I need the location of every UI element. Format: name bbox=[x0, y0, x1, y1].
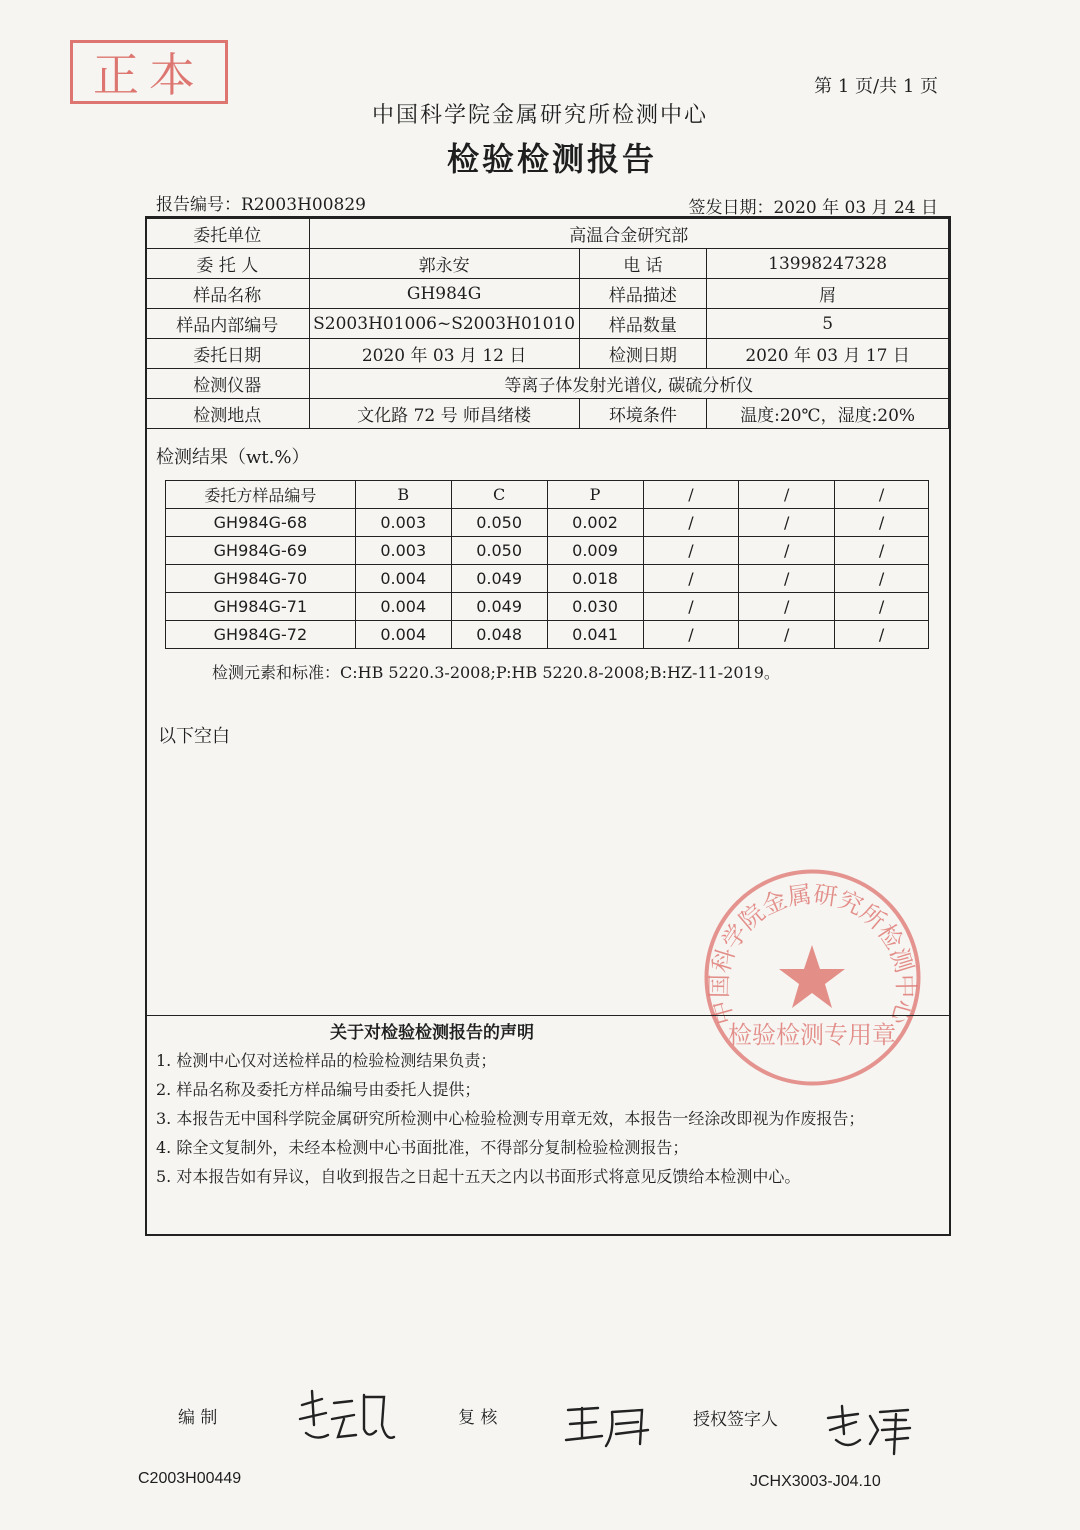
review-signature bbox=[562, 1398, 654, 1450]
env-value: 温度:20℃，湿度:20% bbox=[707, 399, 949, 429]
table-cell: GH984G-70 bbox=[166, 565, 356, 593]
table-cell: GH984G-71 bbox=[166, 593, 356, 621]
review-label: 复 核 bbox=[458, 1408, 498, 1428]
results-header-row bbox=[166, 481, 929, 509]
client-unit-label: 委托单位 bbox=[146, 219, 310, 249]
table-cell: / bbox=[739, 593, 835, 621]
table-cell: / bbox=[835, 621, 929, 649]
table-cell: 0.030 bbox=[547, 593, 643, 621]
sample-qty-label: 样品数量 bbox=[579, 309, 707, 339]
internal-no-value: S2003H01006~S2003H01010 bbox=[309, 309, 579, 339]
declaration-divider bbox=[147, 1015, 949, 1016]
instrument-label: 检测仪器 bbox=[146, 369, 310, 399]
table-cell: 0.048 bbox=[451, 621, 547, 649]
test-date-value: 2020 年 03 月 17 日 bbox=[707, 339, 949, 369]
client-label: 委 托 人 bbox=[146, 249, 310, 279]
report-number: 报告编号：R2003H00829 bbox=[156, 195, 366, 215]
page-indicator: 第 1 页/共 1 页 bbox=[814, 76, 938, 97]
table-cell: GH984G-69 bbox=[166, 537, 356, 565]
table-cell: / bbox=[643, 509, 739, 537]
client-value: 郭永安 bbox=[309, 249, 579, 279]
table-cell: 0.002 bbox=[547, 509, 643, 537]
results-header-cell: P bbox=[547, 481, 643, 509]
test-date-label: 检测日期 bbox=[579, 339, 707, 369]
list-item: 2. 样品名称及委托方样品编号由委托人提供； bbox=[156, 1080, 481, 1099]
table-cell: 0.049 bbox=[451, 593, 547, 621]
authorized-label: 授权签字人 bbox=[693, 1410, 778, 1430]
results-body bbox=[166, 509, 929, 649]
table-cell: / bbox=[739, 509, 835, 537]
table-cell: 0.018 bbox=[547, 565, 643, 593]
table-cell: 0.009 bbox=[547, 537, 643, 565]
table-cell: 0.049 bbox=[451, 565, 547, 593]
table-row bbox=[166, 593, 929, 621]
report-title: 检验检测报告 bbox=[446, 140, 657, 178]
results-header-cell: B bbox=[355, 481, 451, 509]
issue-date: 签发日期：2020 年 03 月 24 日 bbox=[688, 198, 938, 218]
table-cell: 0.003 bbox=[355, 509, 451, 537]
footer-left-code: C2003H00449 bbox=[138, 1470, 242, 1487]
table-row bbox=[166, 621, 929, 649]
blank-below-note: 以下空白 bbox=[158, 726, 230, 747]
footer-right-code: JCHX3003-J04.10 bbox=[750, 1473, 881, 1490]
entrust-date-value: 2020 年 03 月 12 日 bbox=[309, 339, 579, 369]
table-row bbox=[166, 537, 929, 565]
table-cell: / bbox=[643, 593, 739, 621]
results-header-cell: / bbox=[835, 481, 929, 509]
sample-name-label: 样品名称 bbox=[146, 279, 310, 309]
table-cell: GH984G-72 bbox=[166, 621, 356, 649]
authorized-signature bbox=[820, 1400, 915, 1458]
entrust-date-label: 委托日期 bbox=[146, 339, 310, 369]
location-label: 检测地点 bbox=[146, 399, 310, 429]
results-header-cell: / bbox=[643, 481, 739, 509]
table-cell: / bbox=[739, 565, 835, 593]
results-header-cell: C bbox=[451, 481, 547, 509]
table-cell: / bbox=[643, 565, 739, 593]
table-cell: / bbox=[739, 537, 835, 565]
seal-arc-text: 中国科学院金属研究所检测中心 bbox=[705, 880, 920, 1028]
organization-name: 中国科学院金属研究所检测中心 bbox=[371, 103, 708, 128]
results-table bbox=[165, 480, 929, 649]
compiled-signature bbox=[292, 1385, 397, 1447]
test-standards: 检测元素和标准：C:HB 5220.3-2008;P:HB 5220.8-2008;B:HZ-11-2019。 bbox=[212, 663, 780, 682]
phone-label: 电 话 bbox=[579, 249, 707, 279]
list-item: 5. 对本报告如有异议，自收到报告之日起十五天之内以书面形式将意见反馈给本检测中心。 bbox=[156, 1167, 801, 1186]
table-row bbox=[166, 509, 929, 537]
table-cell: / bbox=[739, 621, 835, 649]
results-header-cell: / bbox=[739, 481, 835, 509]
sample-qty-value: 5 bbox=[707, 309, 949, 339]
table-cell: GH984G-68 bbox=[166, 509, 356, 537]
table-cell: 0.004 bbox=[355, 621, 451, 649]
table-cell: / bbox=[835, 565, 929, 593]
table-cell: 0.003 bbox=[355, 537, 451, 565]
compiled-label: 编 制 bbox=[178, 1408, 218, 1428]
table-cell: 0.041 bbox=[547, 621, 643, 649]
table-cell: / bbox=[835, 509, 929, 537]
internal-no-label: 样品内部编号 bbox=[146, 309, 310, 339]
table-cell: / bbox=[643, 621, 739, 649]
sample-desc-value: 屑 bbox=[707, 279, 949, 309]
client-unit-value: 高温合金研究部 bbox=[309, 219, 948, 249]
env-label: 环境条件 bbox=[579, 399, 707, 429]
table-cell: 0.004 bbox=[355, 593, 451, 621]
table-row bbox=[166, 565, 929, 593]
list-item: 1. 检测中心仅对送检样品的检验检测结果负责； bbox=[156, 1051, 497, 1070]
table-cell: 0.050 bbox=[451, 537, 547, 565]
results-label: 检测结果（wt.%） bbox=[156, 447, 310, 468]
table-cell: 0.004 bbox=[355, 565, 451, 593]
info-table bbox=[145, 218, 949, 429]
table-cell: / bbox=[643, 537, 739, 565]
phone-value: 13998247328 bbox=[707, 249, 949, 279]
location-value: 文化路 72 号 师昌绪楼 bbox=[309, 399, 579, 429]
sample-name-value: GH984G bbox=[309, 279, 579, 309]
table-cell: 0.050 bbox=[451, 509, 547, 537]
sample-desc-label: 样品描述 bbox=[579, 279, 707, 309]
table-cell: / bbox=[835, 593, 929, 621]
table-cell: / bbox=[835, 537, 929, 565]
list-item: 4. 除全文复制外，未经本检测中心书面批准，不得部分复制检验检测报告； bbox=[156, 1138, 689, 1157]
results-header-cell: 委托方样品编号 bbox=[166, 481, 356, 509]
list-item: 3. 本报告无中国科学院金属研究所检测中心检验检测专用章无效，本报告一经涂改即视为作废报告； bbox=[156, 1109, 865, 1128]
seal-bottom-text: 检验检测专用章 bbox=[728, 1021, 896, 1049]
original-stamp: 正本 bbox=[70, 40, 228, 104]
declaration-title: 关于对检验检测报告的声明 bbox=[330, 1023, 534, 1043]
declaration-list bbox=[156, 1046, 940, 1191]
seal-star-icon bbox=[779, 945, 845, 1008]
instrument-value: 等离子体发射光谱仪, 碳硫分析仪 bbox=[309, 369, 948, 399]
